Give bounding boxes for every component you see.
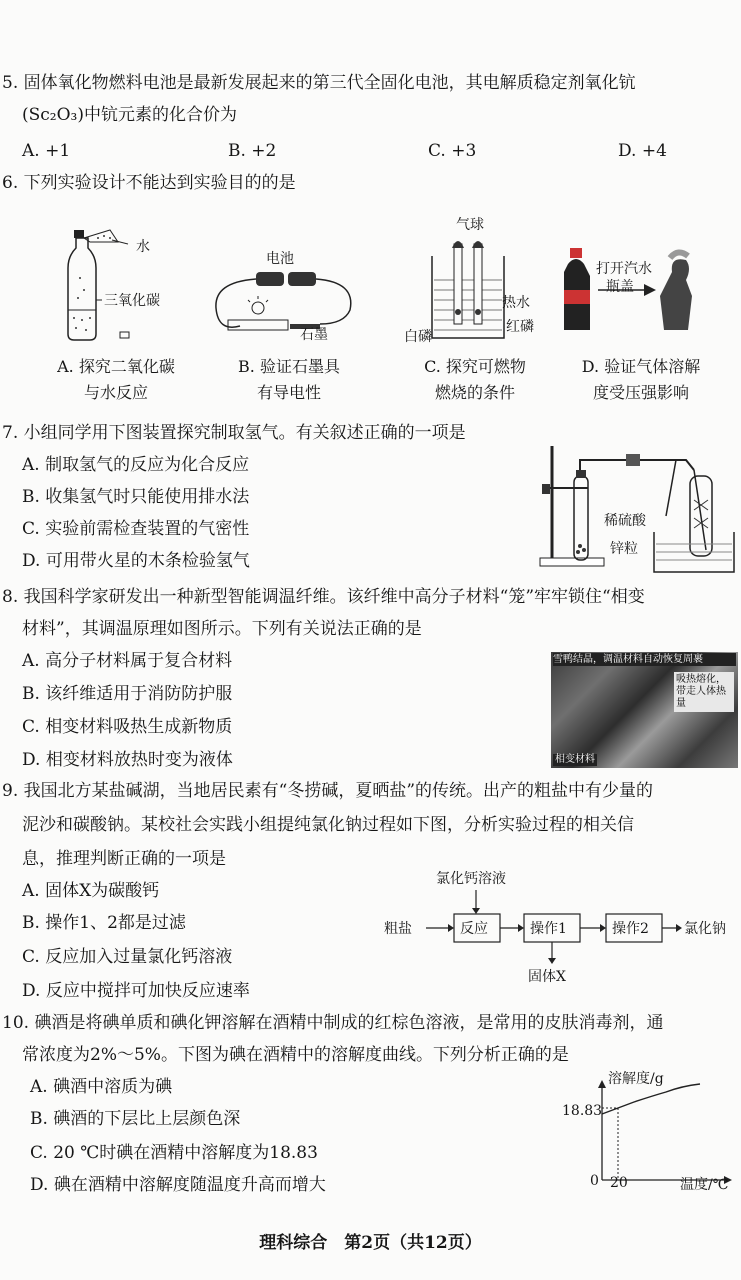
q8-option-d: D. 相变材料放热时变为液体 — [22, 750, 233, 770]
q8-option-c: C. 相变材料吸热生成新物质 — [22, 717, 233, 737]
q9-flow-start: 粗盐 — [384, 921, 412, 937]
q9-flow-end: 氯化钠 — [684, 921, 726, 937]
q6-b-graphite-label: 石墨 — [300, 327, 328, 343]
q6-caption-d-line2: 度受压强影响 — [592, 383, 689, 402]
q6-caption-b-line1: B. 验证石墨具 — [238, 357, 340, 376]
q9-flow-box-reaction: 反应 — [460, 921, 488, 937]
q5-stem-line1: 5. 固体氧化物燃料电池是最新发展起来的第三代全固化电池，其电解质稳定剂氧化钪 — [2, 73, 636, 93]
q10-graph-xlabel: 温度/℃ — [680, 1177, 729, 1193]
q10-stem-line1: 10. 碘酒是将碘单质和碘化钾溶解在酒精中制成的红棕色溶液，是常用的皮肤消毒剂，通 — [2, 1013, 664, 1033]
q7-zinc-label: 锌粒 — [610, 541, 638, 557]
q9-option-c: C. 反应加入过量氯化钙溶液 — [22, 947, 233, 967]
q6-d-label2: 瓶盖 — [606, 279, 634, 295]
q6-d-label1: 打开汽水 — [596, 261, 652, 277]
q8-option-a: A. 高分子材料属于复合材料 — [22, 651, 233, 671]
q6-caption-c-line2: 燃烧的条件 — [434, 383, 515, 402]
q7-option-d: D. 可用带火星的木条检验氢气 — [22, 551, 250, 571]
q8-stem-line1: 8. 我国科学家研发出一种新型智能调温纤维。该纤维中高分子材料“笼”牢牢锁住“相变 — [2, 587, 645, 607]
q10-graph-ylabel: 溶解度/g — [608, 1071, 664, 1087]
q6-c-whitep-label: 白磷 — [404, 329, 432, 345]
q6-c-balloon-label: 气球 — [456, 217, 484, 233]
q6-caption-d — [556, 354, 726, 406]
q6-figure-b-circuit — [210, 268, 360, 340]
q9-stem-line3: 息，推理判断正确的一项是 — [22, 849, 226, 869]
q10-graph-yvalue: 18.83 — [562, 1103, 603, 1119]
q10-option-c: C. 20 ℃时碘在酒精中溶解度为18.83 — [30, 1143, 318, 1163]
q9-flow-solid: 固体X — [528, 969, 566, 985]
q10-graph-xvalue: 20 — [610, 1175, 628, 1191]
q6-a-water-label: 水 — [136, 239, 150, 255]
q6-caption-b — [214, 354, 364, 406]
q6-caption-d-line1: D. 验证气体溶解 — [581, 357, 701, 376]
q9-option-a: A. 固体X为碳酸钙 — [22, 881, 160, 901]
q6-caption-a-line2: 与水反应 — [83, 383, 148, 402]
q5-stem-line2: (Sc₂O₃)中钪元素的化合价为 — [22, 105, 237, 125]
q6-a-co2-label: 三氧化碳 — [104, 293, 160, 309]
q9-flow-box-op1: 操作1 — [530, 921, 567, 937]
q9-option-d: D. 反应中搅拌可加快反应速率 — [22, 981, 250, 1001]
q6-b-battery-label: 电池 — [266, 251, 294, 267]
q7-acid-label: 稀硫酸 — [604, 513, 646, 529]
q9-option-b: B. 操作1、2都是过滤 — [22, 913, 186, 933]
q7-option-a: A. 制取氢气的反应为化合反应 — [22, 455, 250, 475]
q5-option-a: A. +1 — [22, 141, 71, 161]
q6-c-hotwater-label: 热水 — [502, 295, 530, 311]
q6-caption-c — [400, 354, 550, 406]
q6-caption-a-line1: A. 探究二氧化碳 — [57, 357, 175, 376]
q10-graph-origin: 0 — [590, 1173, 599, 1189]
q10-stem-line2: 常浓度为2%～5%。下图为碘在酒精中的溶解度曲线。下列分析正确的是 — [22, 1045, 569, 1065]
q7-option-b: B. 收集氢气时只能使用排水法 — [22, 487, 250, 507]
q9-stem-line2: 泥沙和碳酸钠。某校社会实践小组提纯氯化钠过程如下图，分析实验过程的相关信 — [22, 815, 634, 835]
q9-flow-box-op2: 操作2 — [612, 921, 649, 937]
q8-option-b: B. 该纤维适用于消防防护服 — [22, 684, 233, 704]
q5-option-b: B. +2 — [228, 141, 277, 161]
q10-option-b: B. 碘酒的下层比上层颜色深 — [30, 1109, 241, 1129]
q5-option-c: C. +3 — [428, 141, 477, 161]
q7-stem: 7. 小组同学用下图装置探究制取氢气。有关叙述正确的一项是 — [2, 423, 466, 443]
q9-stem-line1: 9. 我国北方某盐碱湖，当地居民素有“冬捞碱，夏晒盐”的传统。出产的粗盐中有少量的 — [2, 781, 654, 801]
q10-option-a: A. 碘酒中溶质为碘 — [30, 1077, 173, 1097]
q9-flow-reagent: 氯化钙溶液 — [436, 871, 506, 887]
q6-figure-a-bottle — [40, 228, 170, 350]
q8-fiber-photo — [551, 652, 738, 768]
q6-caption-b-line2: 有导电性 — [256, 383, 321, 402]
q6-c-redp-label: 红磷 — [506, 319, 534, 335]
q6-caption-c-line1: C. 探究可燃物 — [424, 357, 526, 376]
q8-stem-line2: 材料”，其调温原理如图所示。下列有关说法正确的是 — [22, 619, 422, 639]
page-footer: 理科综合 第2页（共12页） — [259, 1233, 482, 1253]
q6-figure-c-beaker — [428, 234, 508, 342]
q8-photo-top-caption: 雪鸭结晶，调温材料自动恢复周裹 — [553, 653, 736, 666]
q8-photo-bottom-caption: 相变材料 — [555, 754, 595, 765]
q6-caption-a — [36, 354, 196, 406]
q8-photo-right-caption: 吸热熔化，带走人体热量 — [674, 672, 734, 712]
q7-option-c: C. 实验前需检查装置的气密性 — [22, 519, 250, 539]
q5-option-d: D. +4 — [618, 141, 667, 161]
q10-option-d: D. 碘在酒精中溶解度随温度升高而增大 — [30, 1175, 326, 1195]
q6-stem: 6. 下列实验设计不能达到实验目的的是 — [2, 173, 296, 193]
